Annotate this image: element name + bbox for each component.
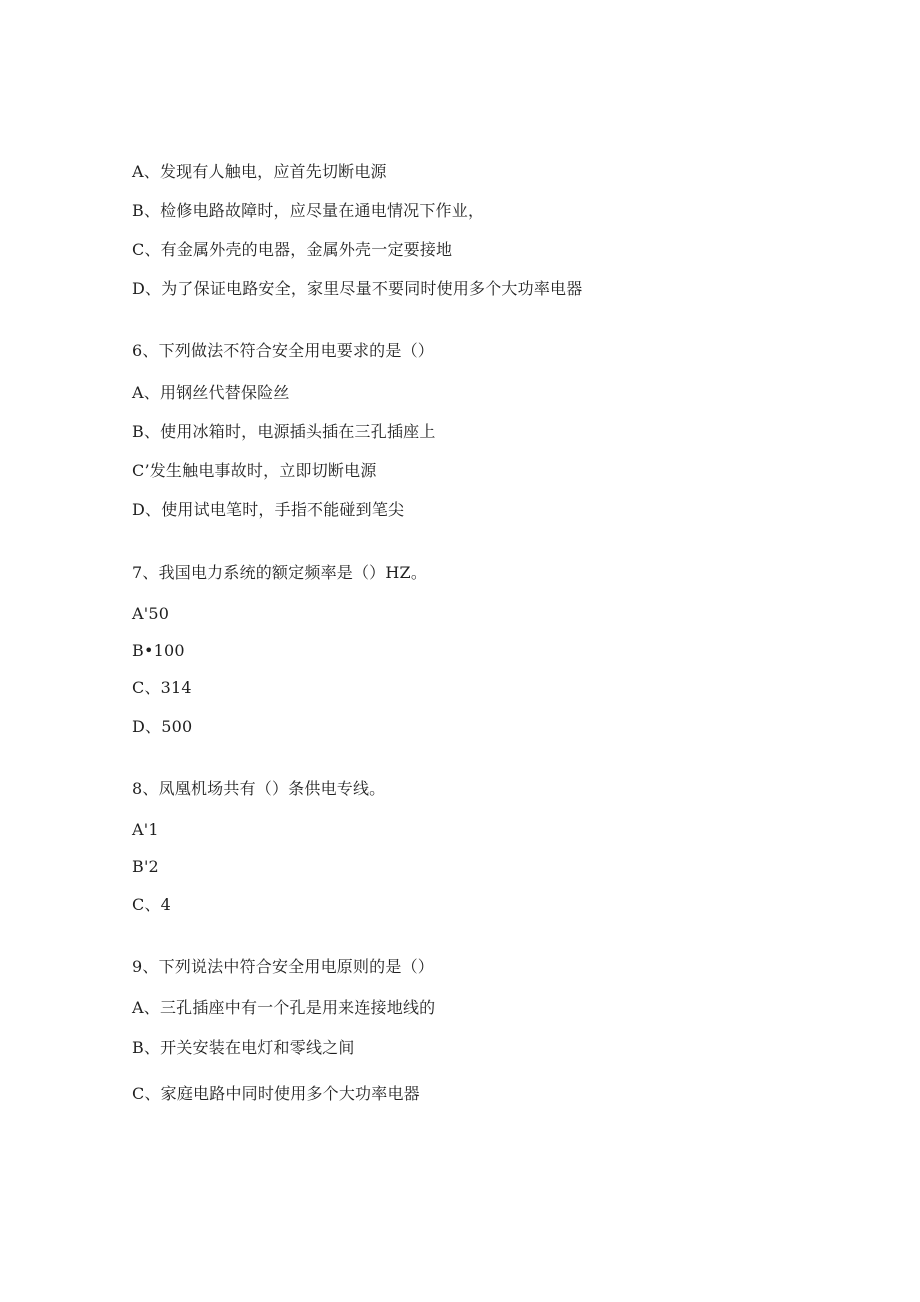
question-6-option-c: C’发生触电事故时，立即切断电源 (132, 461, 377, 480)
option-b: B、检修电路故障时，应尽量在通电情况下作业， (132, 201, 485, 220)
question-8-option-a: A'1 (132, 820, 159, 839)
question-7-option-c: C、314 (132, 678, 192, 697)
question-8-stem: 8、凤凰机场共有（）条供电专线。 (132, 779, 386, 798)
question-7-stem: 7、我国电力系统的额定频率是（）HZ。 (132, 563, 428, 582)
question-6-option-b: B、使用冰箱时，电源插头插在三孔插座上 (132, 422, 436, 441)
question-8-option-c: C、4 (132, 895, 172, 914)
question-6-option-a: A、用钢丝代替保险丝 (132, 383, 290, 402)
option-c: C、有金属外壳的电器，金属外壳一定要接地 (132, 240, 453, 259)
question-9-option-c: C、家庭电路中同时使用多个大功率电器 (132, 1084, 420, 1103)
question-9-option-b: B、开关安装在电灯和零线之间 (132, 1038, 355, 1057)
question-7-option-b: B•100 (132, 641, 185, 660)
question-8-option-b: B'2 (132, 857, 159, 876)
question-6-stem: 6、下列做法不符合安全用电要求的是（） (132, 341, 434, 360)
option-d: D、为了保证电路安全，家里尽量不要同时使用多个大功率电器 (132, 279, 583, 298)
question-9-stem: 9、下列说法中符合安全用电原则的是（） (132, 957, 434, 976)
question-7-option-a: A'50 (132, 604, 170, 623)
option-a: A、发现有人触电，应首先切断电源 (132, 162, 387, 181)
question-9-option-a: A、三孔插座中有一个孔是用来连接地线的 (132, 998, 436, 1017)
question-6-option-d: D、使用试电笔时，手指不能碰到笔尖 (132, 500, 405, 519)
question-7-option-d: D、500 (132, 717, 193, 736)
